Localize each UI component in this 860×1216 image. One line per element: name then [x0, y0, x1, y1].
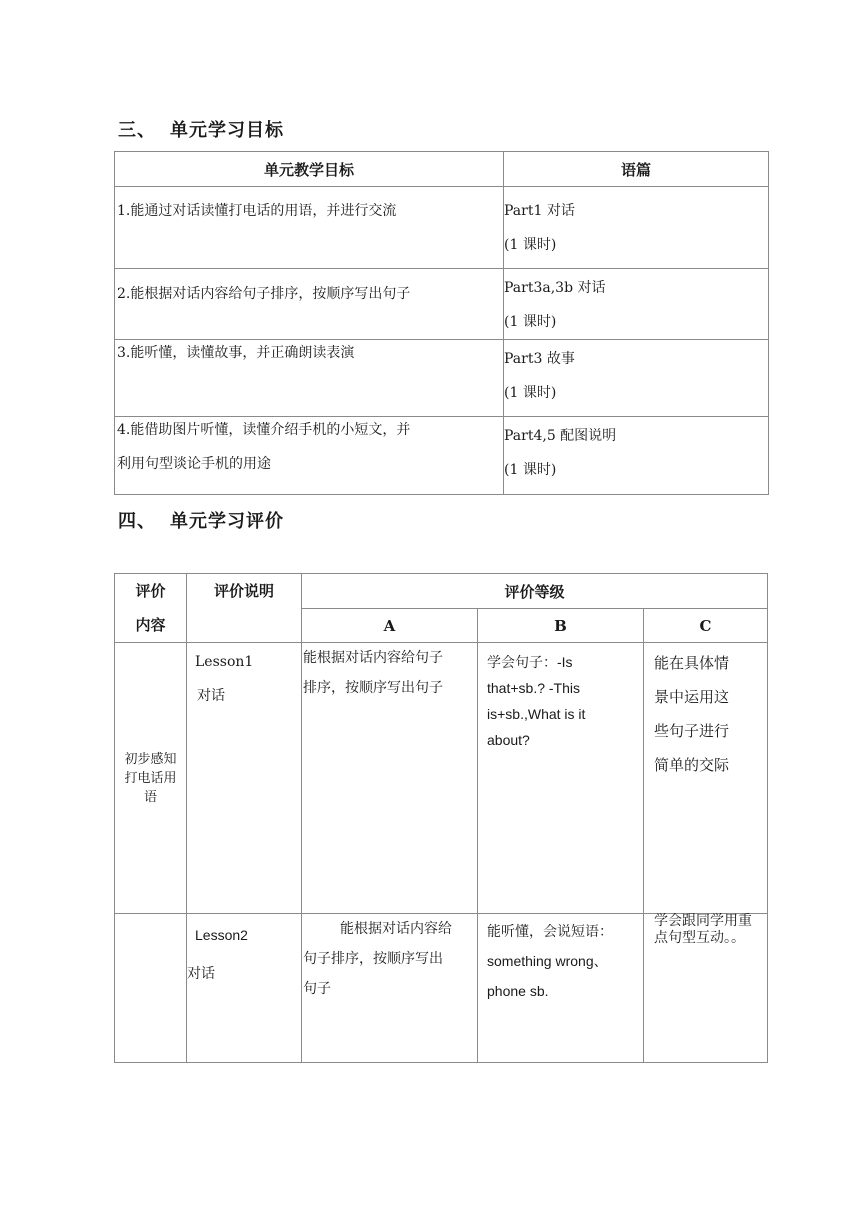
level-a-cell: 能根据对话内容给句子 排序，按顺序写出句子 — [302, 643, 478, 914]
header-description: 评价说明 — [187, 574, 302, 643]
text-cell: Part1 对话 (1 课时) — [504, 187, 769, 269]
description-cell: Lesson2 对话 — [187, 914, 302, 1063]
table-row — [115, 187, 769, 269]
section-number: 四、 — [118, 511, 156, 532]
description-cell: Lesson1 对话 — [187, 643, 302, 914]
level-c-cell: 学会跟同学用重 点句型互动。。 — [644, 914, 768, 1063]
level-c-cell: 能在具体情 景中运用这 些句子进行 简单的交际 — [644, 643, 768, 914]
section-heading — [118, 116, 284, 142]
section-title: 单元学习目标 — [170, 120, 284, 141]
goal-cell: 3.能听懂，读懂故事，并正确朗读表演 — [115, 340, 504, 417]
header-text: 语篇 — [504, 152, 769, 187]
level-b: B — [478, 609, 644, 643]
level-b-cell: 学会句子：-Is that+sb.? -This is+sb.,What is it about? — [478, 643, 644, 914]
table-row — [115, 417, 769, 495]
goal-cell: 2.能根据对话内容给句子排序，按顺序写出句子 — [115, 269, 504, 340]
level-b-cell: 能听懂，会说短语： something wrong、 phone sb. — [478, 914, 644, 1063]
level-c: C — [644, 609, 768, 643]
table-row — [115, 340, 769, 417]
content-cell — [115, 914, 187, 1063]
text-cell: Part4,5 配图说明 (1 课时) — [504, 417, 769, 495]
section-number: 三、 — [118, 120, 156, 141]
header-level: 评价等级 — [302, 574, 768, 609]
table-header-row — [115, 574, 768, 609]
goal-cell: 4.能借助图片听懂，读懂介绍手机的小短文，并 利用句型谈论手机的用途 — [115, 417, 504, 495]
section-title: 单元学习评价 — [170, 511, 284, 532]
content-cell: 初步感知 打电话用 语 — [115, 643, 187, 914]
level-a: A — [302, 609, 478, 643]
evaluation-table — [114, 573, 768, 1063]
goal-cell: 1.能通过对话读懂打电话的用语，并进行交流 — [115, 187, 504, 269]
text-cell: Part3a,3b 对话 (1 课时) — [504, 269, 769, 340]
table-header-row — [115, 152, 769, 187]
level-a-cell: 能根据对话内容给 句子排序，按顺序写出 句子 — [302, 914, 478, 1063]
goals-table — [114, 151, 769, 495]
header-goal: 单元教学目标 — [115, 152, 504, 187]
header-content: 评价 内容 — [115, 574, 187, 643]
table-row — [115, 269, 769, 340]
text-cell: Part3 故事 (1 课时) — [504, 340, 769, 417]
table-row — [115, 643, 768, 914]
section-heading — [118, 507, 284, 533]
table-row — [115, 914, 768, 1063]
